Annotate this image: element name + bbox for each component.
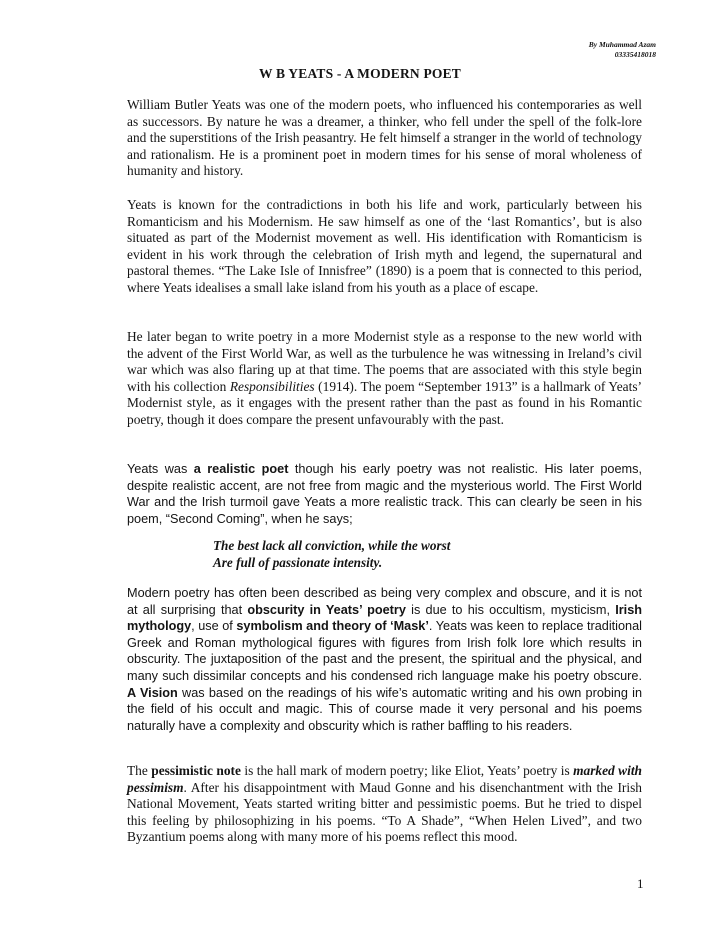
paragraph-pessimism-text-a: The [127,763,152,778]
paragraph-modernism-text-c: (1914). The poem “September 1913” is a hallmark of Yeats’ Modernist style, as it engages with the present rather than the past as found in his Romantic poetry, though it does compare the present unfavourably with the past. [127,378,642,427]
a-vision-highlight: A Vision [127,685,178,700]
marked-with-pessimism-highlight: marked with pessimism [127,763,642,795]
page-title: W B YEATS - A MODERN POET [258,66,462,81]
paragraph-modernism [127,329,642,429]
paragraph-obscurity-text-e: , use of [191,619,237,634]
paragraph-intro [127,97,642,180]
paragraph-obscurity-text-c: is due to his occultism, mysticism, [405,602,616,617]
paragraph-romanticism [127,197,642,297]
irish-mythology-highlight: Irish mythology [127,602,642,634]
collection-title: Responsibilities [229,378,315,394]
paragraph-obscurity-text-g: . Yeats was keen to replace traditional Greek and Roman mythological figures with figures from Irish folk lore which results in obscurity. The juxtaposition of the past and the present, the spiritual and the physical, and many such dissimilar concepts and his condensed rich language make his poetry obscure. [127,619,642,683]
realistic-poet-highlight: a realistic poet [193,462,289,476]
author-name: By Muhammad Azam [588,40,656,49]
paragraph-romanticism-text: Yeats is known for the contradictions in both his life and work, particularly between his Romanticism and his Modernism. He saw himself as one of the ‘last Romantics’, but is also situated as part of the Modernist movement as well. His identification with Romanticism is evident in his work through the celebration of Irish myth and legend, the supernatural and pastoral themes. “The Lake Isle of Innisfree” (1890) is a poem that is connected to this period, where Yeats idealises a small lake island from his youth as a place of escape. [127,197,642,295]
author-block [589,40,656,60]
paragraph-modernism-text-a: He later began to write poetry in a more Modernist style as a response to the new world with the advent of the First World War, as well as the turbulence he was witnessing in Ireland’s civil war which was also flaring up at that time. The poems that are associated with this style begin with his collection [127,329,642,394]
author-phone: 03335418018 [614,50,656,59]
paragraph-realism [127,461,642,527]
page-number: 1 [637,876,644,891]
paragraph-pessimism-text-c: is the hall mark of modern poetry; like Eliot, Yeats’ poetry is [240,763,574,778]
paragraph-obscurity [127,585,642,734]
paragraph-intro-text: William Butler Yeats was one of the modern poets, who influenced his contemporaries as well as successors. By nature he was a dreamer, a thinker, who fell under the spell of the folk-lore and the superstitions of the Irish peasantry. He felt himself a stranger in the world of technology and rationalism. He is a prominent poet in modern times for his sense of moral wholeness of humanity and history. [127,97,642,179]
paragraph-realism-text-a: Yeats was [127,462,194,476]
quote-line-1: The best lack all conviction, while the worst [213,538,451,553]
paragraph-obscurity-text-a: Modern poetry has often been described as being very complex and obscure, and it is not at all surprising that [127,586,642,617]
paragraph-obscurity-text-i: was based on the readings of his wife’s automatic writing and his own probing in the field of his occult and magic. This of course made it very personal and his poems naturally have a complexity and obscurity which is rather baffling to his readers. [127,685,643,733]
quote-line-2: Are full of passionate intensity. [213,554,383,570]
paragraph-realism-text-c: though his early poetry was not realistic. His later poems, despite realistic accent, are not free from magic and the mysterious world. The First World War and the Irish turmoil gave Yeats a more realistic track. This can clearly be seen in his poem, “Second Coming”, when he says; [127,462,642,526]
pessimistic-note-highlight: pessimistic note [151,763,241,778]
paragraph-pessimism-text-e: . After his disappointment with Maud Gonne and his disenchantment with the Irish National Movement, Yeats started writing bitter and pessimistic poems. But he tried to dispel this feeling by philosophizing in his poems. “To A Shade”, “When Helen Lived”, and two Byzantium poems along with many more of his poems reflect this mood. [127,779,642,845]
obscurity-highlight: obscurity in Yeats’ poetry [247,602,406,617]
paragraph-pessimism [127,763,642,846]
block-quote [213,538,450,571]
symbolism-highlight: symbolism and theory of ‘Mask’ [236,619,429,634]
